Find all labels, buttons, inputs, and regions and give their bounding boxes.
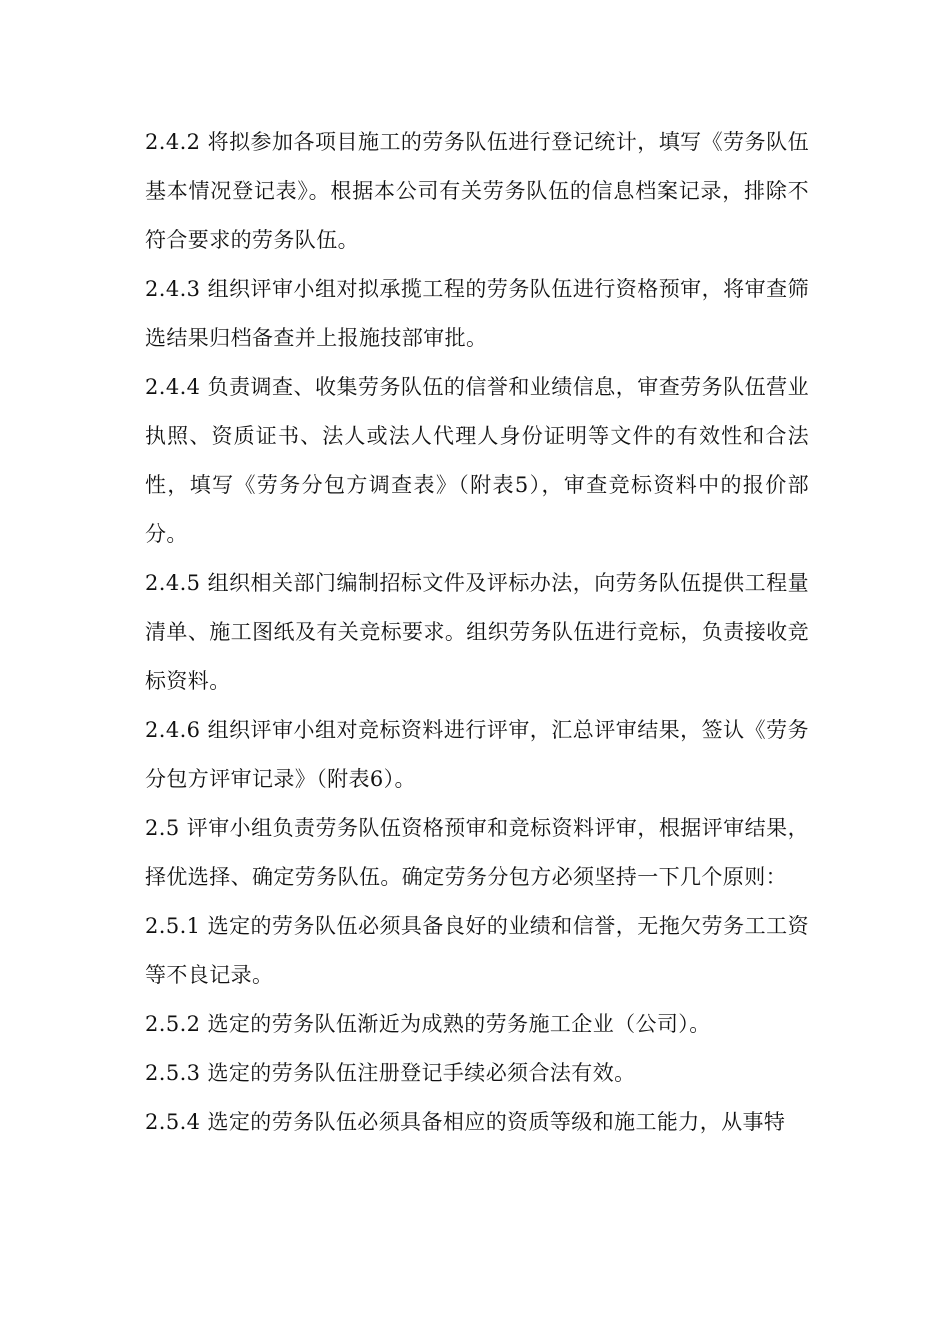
paragraph-2-4-4: 2.4.4 负责调查、收集劳务队伍的信誉和业绩信息，审查劳务队伍营业执照、资质证书、法人或法人代理人身份证明等文件的有效性和合法性，填写《劳务分包方调查表》（附表5），审查竞标资料中的报价部分。: [145, 375, 809, 546]
paragraph-2-4-2: 2.4.2 将拟参加各项目施工的劳务队伍进行登记统计，填写《劳务队伍基本情况登记表》。根据本公司有关劳务队伍的信息档案记录，排除不符合要求的劳务队伍。: [145, 130, 809, 252]
paragraph-2-5-2: 2.5.2 选定的劳务队伍渐近为成熟的劳务施工企业（公司）。: [145, 1012, 711, 1036]
paragraph-2-4-5: 2.4.5 组织相关部门编制招标文件及评标办法，向劳务队伍提供工程量清单、施工图纸及有关竞标要求。组织劳务队伍进行竞标，负责接收竞标资料。: [145, 571, 809, 693]
paragraph-2-5-1: 2.5.1 选定的劳务队伍必须具备良好的业绩和信誉，无拖欠劳务工工资等不良记录。: [145, 914, 809, 987]
paragraph-2-5-3: 2.5.3 选定的劳务队伍注册登记手续必须合法有效。: [145, 1061, 636, 1085]
paragraph-2-5-4: 2.5.4 选定的劳务队伍必须具备相应的资质等级和施工能力，从事特: [145, 1110, 786, 1134]
document-body: [145, 118, 809, 1147]
paragraph-2-5: 2.5 评审小组负责劳务队伍资格预审和竞标资料评审，根据评审结果，择优选择、确定劳务队伍。确定劳务分包方必须坚持一下几个原则：: [145, 816, 809, 889]
paragraph-2-4-3: 2.4.3 组织评审小组对拟承揽工程的劳务队伍进行资格预审，将审查筛选结果归档备查并上报施技部审批。: [145, 277, 809, 350]
paragraph-2-4-6: 2.4.6 组织评审小组对竞标资料进行评审，汇总评审结果，签认《劳务分包方评审记录》（附表6）。: [145, 718, 809, 791]
